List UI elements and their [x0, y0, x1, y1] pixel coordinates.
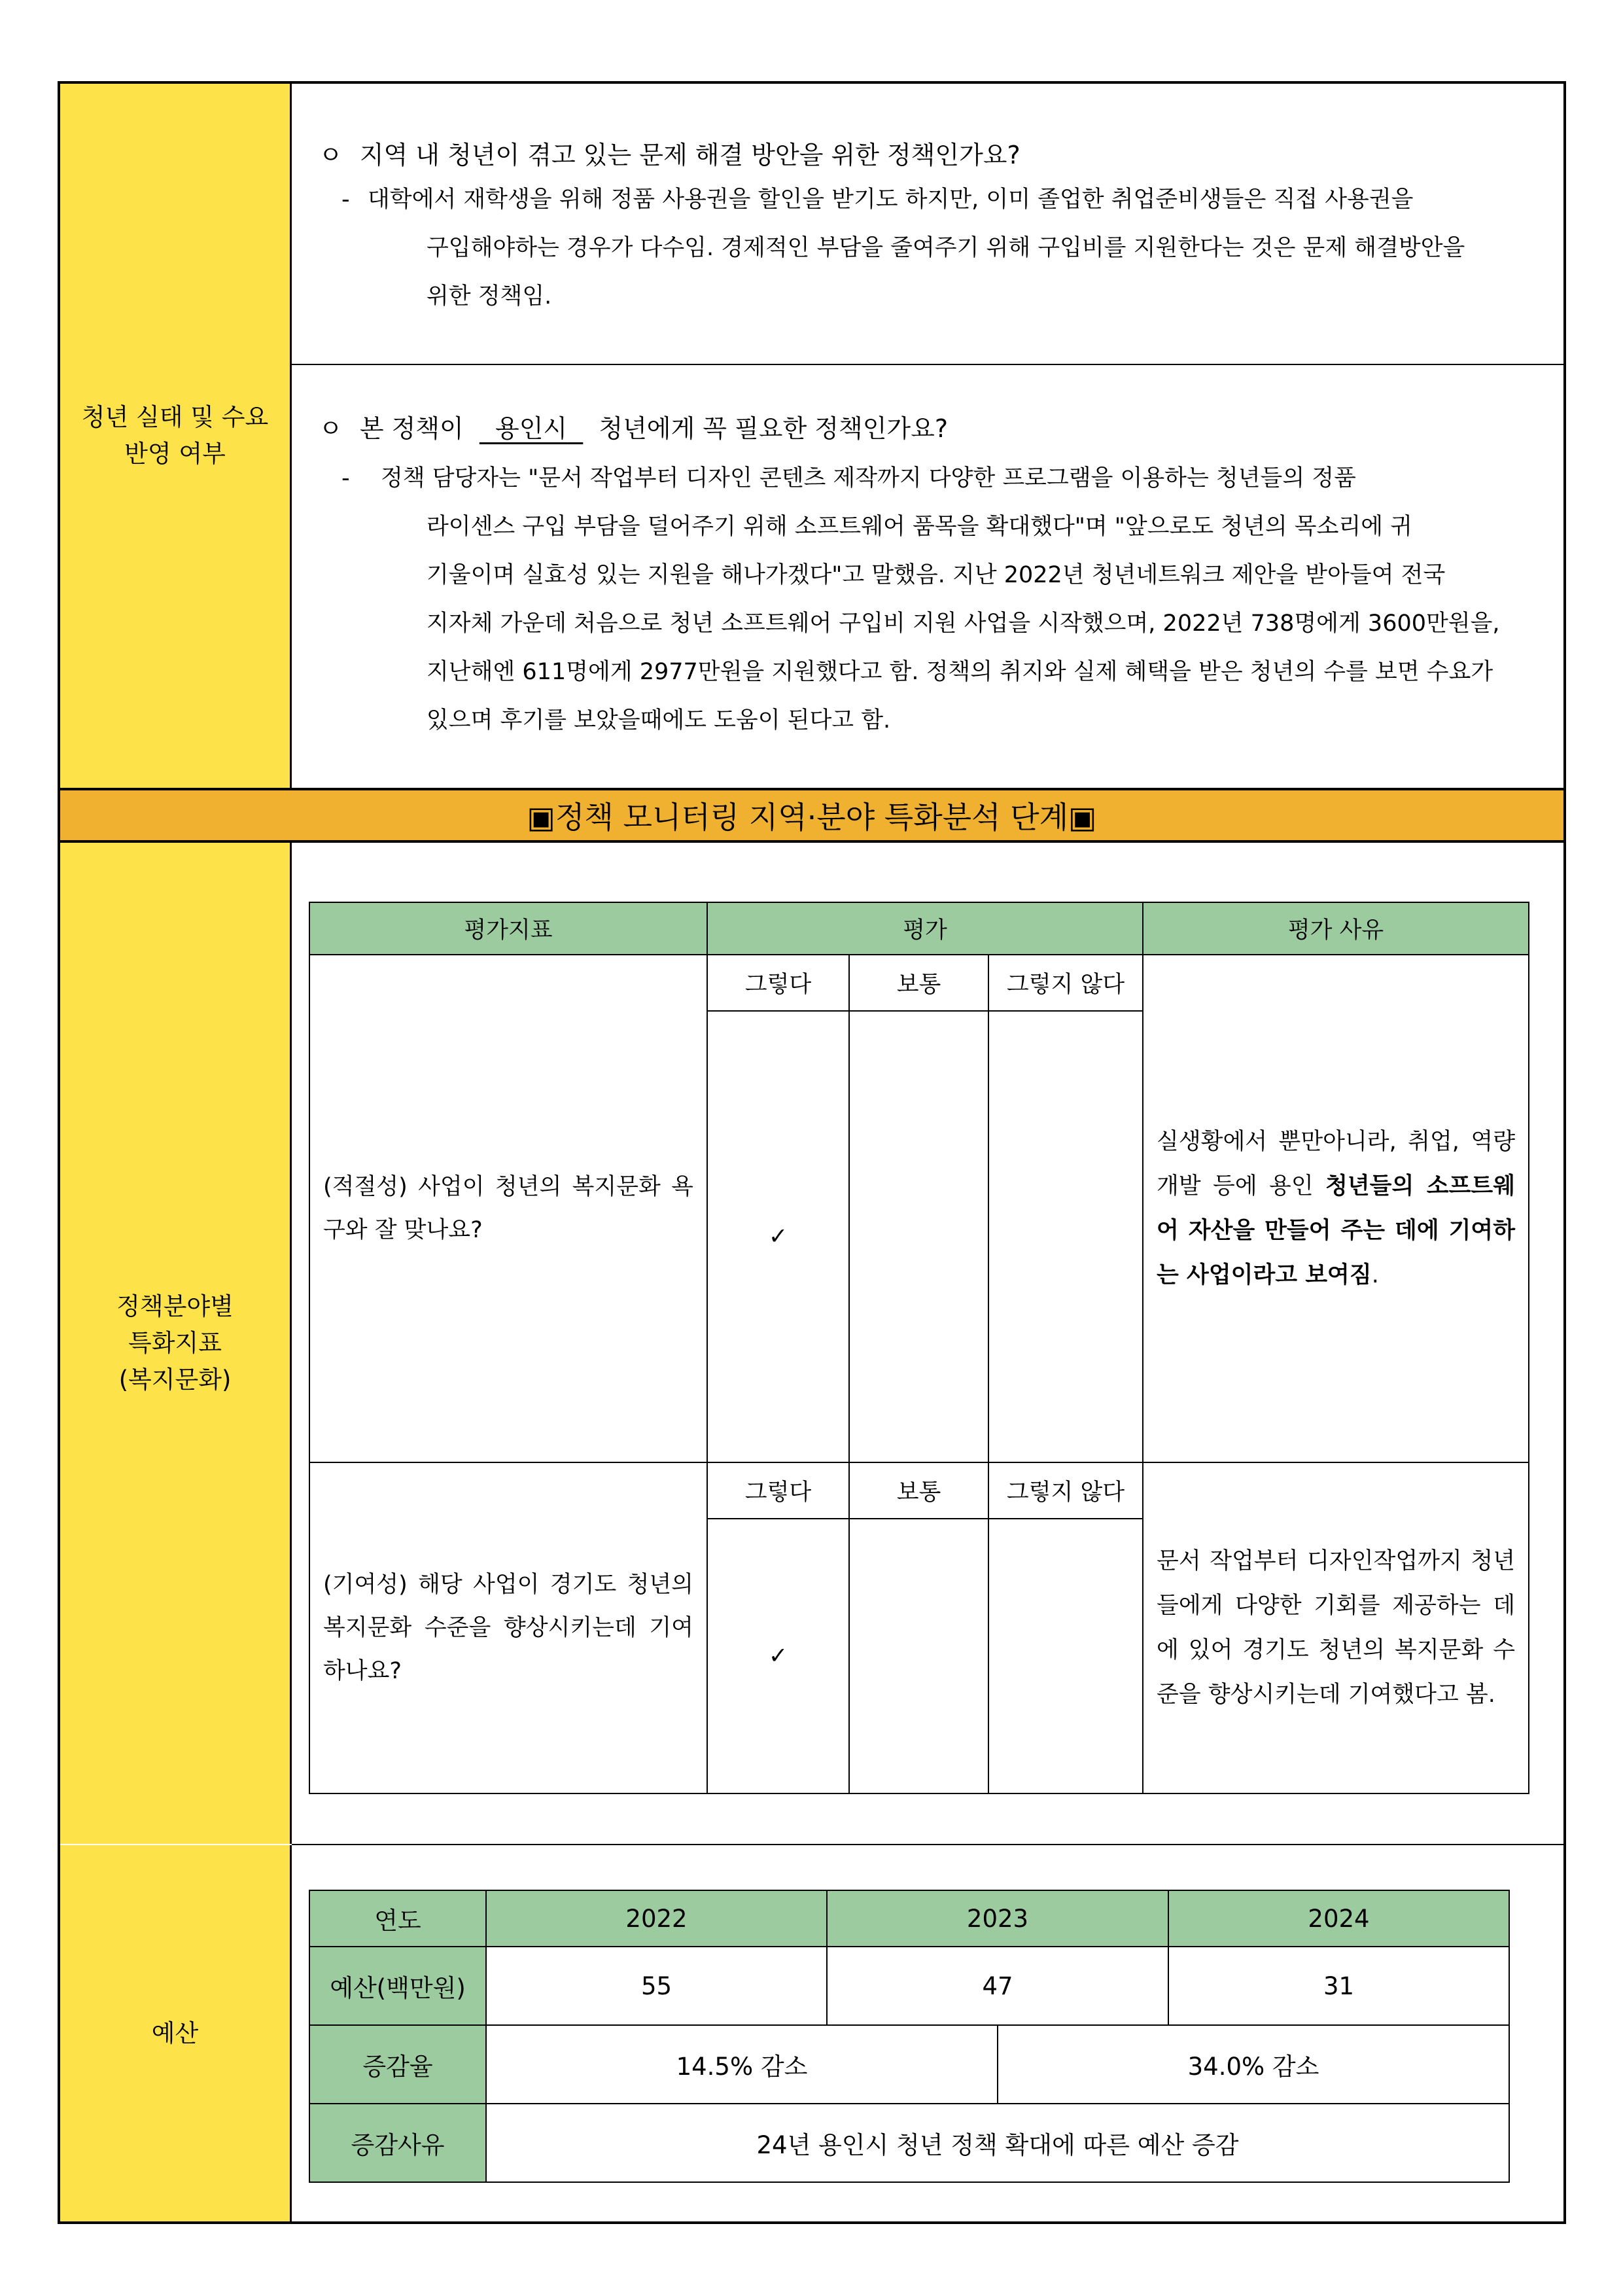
answer-2-line-4: 지자체 가운데 처음으로 청년 소프트웨어 구입비 지원 사업을 시작했으며, 2022년 738명에게 3600만원을,	[427, 610, 1500, 637]
option-yes: 그렇다	[707, 1462, 849, 1519]
option-neutral: 보통	[849, 955, 988, 1011]
answer-1-line-1: 대학에서 재학생을 위해 정품 사용권을 할인을 받기도 하지만, 이미 졸업한 취업준비생들은 직접 사용권을	[368, 186, 1414, 213]
answer-1-line-3: 위한 정책임.	[427, 283, 552, 309]
checkbox-no[interactable]	[988, 1519, 1143, 1793]
option-yes: 그렇다	[707, 955, 849, 1011]
year-2023: 2023	[827, 1890, 1168, 1947]
budget-table	[309, 1890, 1510, 2183]
answer-2-dash: -	[341, 465, 350, 491]
check-mark-icon: ✓	[768, 1224, 788, 1250]
question-1-text: 지역 내 청년이 겪고 있는 문제 해결 방안을 위한 정책인가요?	[359, 141, 1021, 169]
circle-marker: ㅇ	[319, 141, 343, 169]
year-2022: 2022	[486, 1890, 827, 1947]
reason-appropriateness	[1143, 955, 1529, 1462]
answer-1-line-2: 구입해야하는 경우가 다수임. 경제적인 부담을 줄여주기 위해 구입비를 지원한다는 것은 문제 해결방안을	[427, 235, 1465, 261]
section-label-budget: 예산	[60, 1845, 292, 2221]
change-label: 증감율	[309, 2025, 486, 2104]
reason-text-bold: 청년들의 소프트웨어 자산을 만들어 주는 데에 기여하는 사업이라고 보여짐	[1157, 1173, 1516, 1288]
change-reason: 24년 용인시 청년 정책 확대에 따른 예산 증감	[486, 2104, 1509, 2182]
budget-2022: 55	[486, 1947, 827, 2025]
option-neutral: 보통	[849, 1462, 988, 1519]
question-2-prefix: 본 정책이	[359, 414, 464, 443]
answer-2-line-3: 기울이며 실효성 있는 지원을 해나가겠다"고 말했음. 지난 2022년 청년네트워크 제안을 받아들여 전국	[427, 562, 1446, 588]
budget-2024: 31	[1168, 1947, 1509, 2025]
table-row	[309, 1947, 1509, 2025]
table-row	[309, 1890, 1509, 1947]
answer-2-line-5: 지난해엔 611명에게 2977만원을 지원했다고 함. 정책의 취지와 실제 혜택을 받은 청년의 수를 보면 수요가	[427, 659, 1493, 685]
divider-section2-section3	[292, 1844, 1563, 1845]
header-reason: 평가 사유	[1143, 902, 1529, 955]
checkbox-yes[interactable]	[707, 1011, 849, 1462]
banner-title: ▣정책 모니터링 지역·분야 특화분석 단계▣	[527, 800, 1097, 835]
answer-2-line-2: 라이센스 구입 부담을 덜어주기 위해 소프트웨어 품목을 확대했다"며 "앞으로도 청년의 목소리에 귀	[427, 514, 1412, 540]
reason-text: 문서 작업부터 디자인작업까지 청년들에게 다양한 기회를 제공하는 데에 있어 경기도 청년의 복지문화 수준을 향상시키는데 기여했다고 봄.	[1157, 1548, 1516, 1708]
table-row	[309, 2025, 1509, 2104]
header-indicator: 평가지표	[309, 902, 707, 955]
table-header-row	[309, 902, 1529, 955]
change-2023: 14.5% 감소	[486, 2025, 998, 2104]
checkbox-neutral[interactable]	[849, 1519, 988, 1793]
question-2	[319, 410, 948, 448]
evaluation-table	[309, 902, 1529, 1794]
budget-2023: 47	[827, 1947, 1168, 2025]
checkbox-no[interactable]	[988, 1011, 1143, 1462]
reason-text-end: .	[1371, 1262, 1379, 1288]
region-name: 용인시	[495, 414, 568, 443]
header-evaluation: 평가	[707, 902, 1143, 955]
year-label: 연도	[309, 1890, 486, 1947]
year-2024: 2024	[1168, 1890, 1509, 1947]
check-mark-icon: ✓	[768, 1643, 788, 1669]
table-row	[309, 1462, 1529, 1519]
option-no: 그렇지 않다	[988, 955, 1143, 1011]
reason-label: 증감사유	[309, 2104, 486, 2182]
checkbox-yes[interactable]	[707, 1519, 849, 1793]
criterion-contribution: (기여성) 해당 사업이 경기도 청년의 복지문화 수준을 향상시키는데 기여하나요?	[309, 1462, 707, 1793]
answer-1-dash: -	[341, 186, 350, 213]
section-label-demand: 청년 실태 및 수요 반영 여부	[60, 84, 292, 788]
divider-q1-q2	[292, 364, 1563, 365]
answer-2-line-1: 정책 담당자는 "문서 작업부터 디자인 콘텐츠 제작까지 다양한 프로그램을 이용하는 청년들의 정품	[381, 465, 1356, 491]
question-1	[319, 136, 1021, 174]
answer-2-line-6: 있으며 후기를 보았을때에도 도움이 된다고 함.	[427, 707, 891, 733]
criterion-appropriateness: (적절성) 사업이 청년의 복지문화 욕구와 잘 맞나요?	[309, 955, 707, 1462]
budget-label: 예산(백만원)	[309, 1947, 486, 2025]
section-banner	[60, 788, 1563, 843]
checkbox-neutral[interactable]	[849, 1011, 988, 1462]
reason-text: 실생황에서 뿐만아니라, 취업, 역량개발 등에 용인	[1157, 1129, 1516, 1199]
reason-contribution	[1143, 1462, 1529, 1793]
table-row	[309, 2104, 1509, 2182]
table-row	[309, 955, 1529, 1011]
option-no: 그렇지 않다	[988, 1462, 1143, 1519]
circle-marker: ㅇ	[319, 414, 343, 443]
change-2024: 34.0% 감소	[998, 2025, 1509, 2104]
section-label-indicator: 정책분야별 특화지표 (복지문화)	[60, 843, 292, 1844]
question-2-suffix: 청년에게 꼭 필요한 정책인가요?	[599, 414, 949, 443]
